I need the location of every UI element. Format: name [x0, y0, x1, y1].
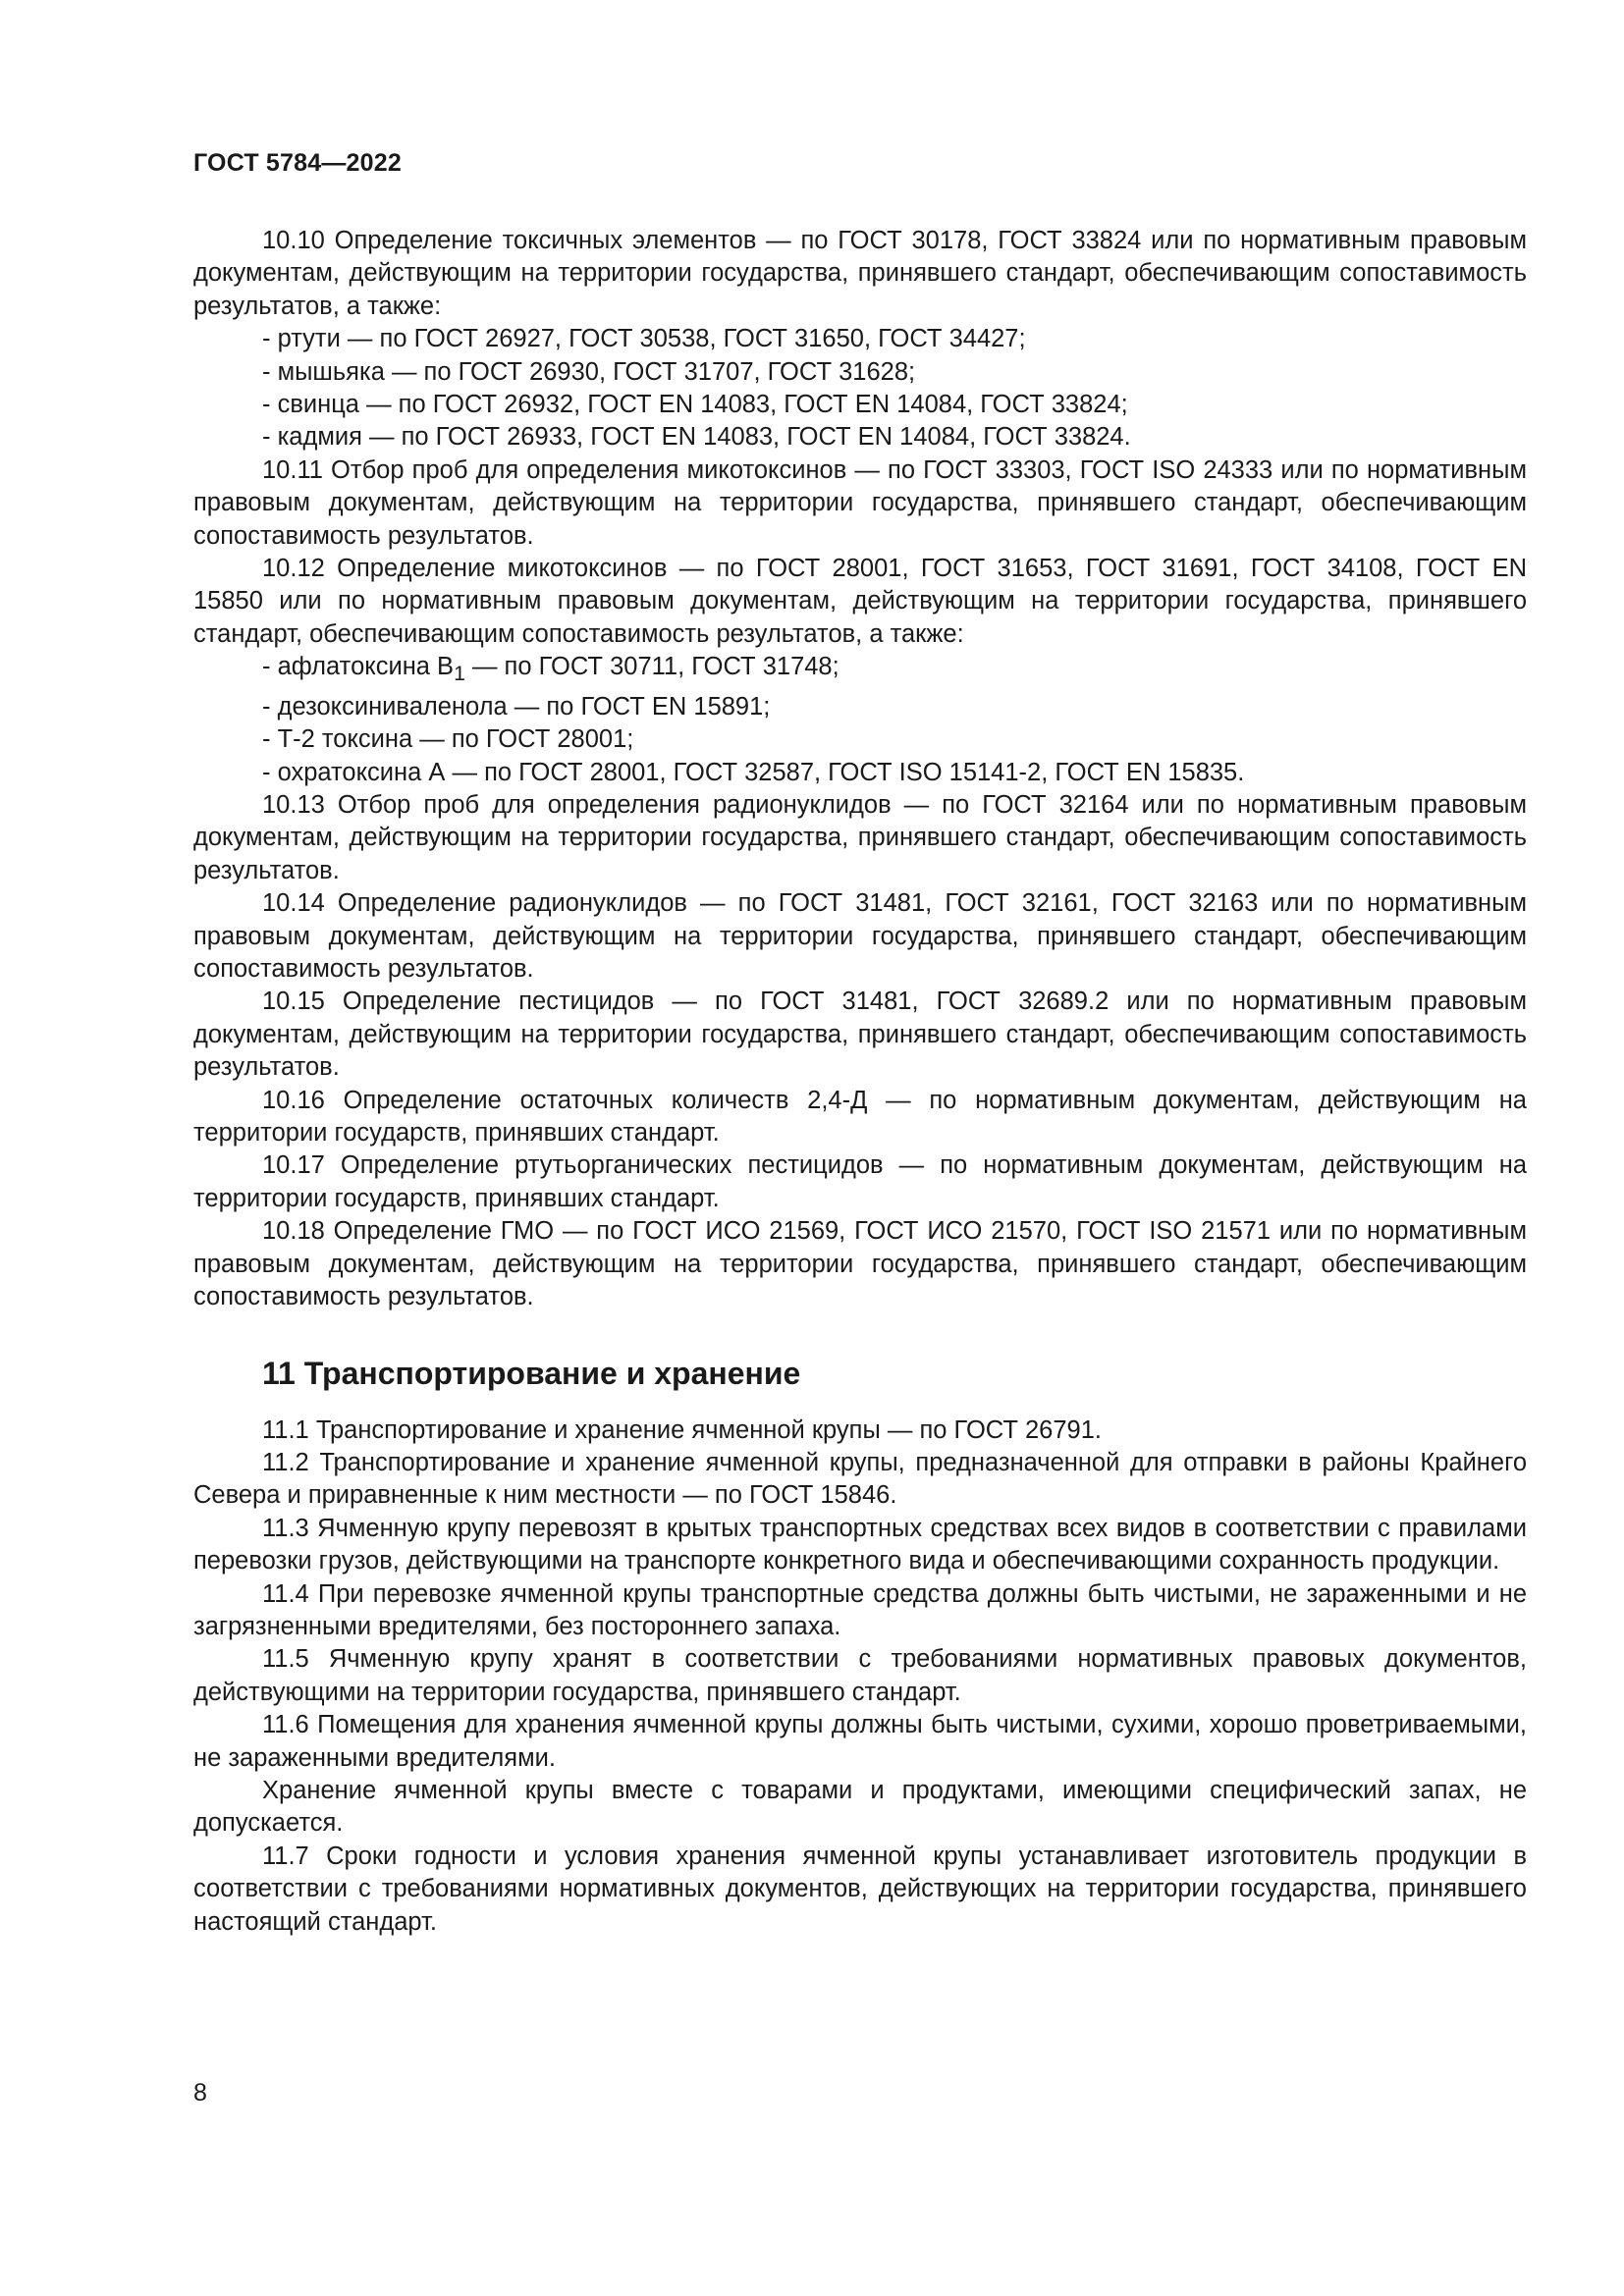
paragraph-11-6-continued: Хранение ячменной крупы вместе с товарами и продуктами, имеющими специфический запах, не допускается. — [193, 1776, 1527, 1838]
paragraph-11-4: 11.4 При перевозке ячменной крупы транспортные средства должны быть чистыми, не зараженными и не загрязненными вредителями, без постороннего запаха. — [193, 1579, 1527, 1640]
list-item: - охратоксина А — по ГОСТ 28001, ГОСТ 32587, ГОСТ ISO 15141-2, ГОСТ EN 15835. — [262, 758, 1245, 786]
paragraph-10-11: 10.11 Отбор проб для определения микотоксинов — по ГОСТ 33303, ГОСТ ISO 24333 или по нормативным правовым документам, действующим на территории государства, принявшего стандарт, обеспечивающим сопоставимость результатов. — [193, 455, 1527, 550]
list-item-aflatoxin — [193, 651, 1527, 691]
aflatoxin-subscript: 1 — [454, 662, 465, 686]
document-code: ГОСТ 5784—2022 — [193, 149, 402, 177]
aflatoxin-suffix: — по ГОСТ 30711, ГОСТ 31748; — [464, 653, 839, 681]
section-title-11: 11 Транспортирование и хранение — [262, 1355, 801, 1391]
paragraph-10-17: 10.17 Определение ртутьорганических пестицидов — по нормативным документам, действующим на территории государств, принявших стандарт. — [193, 1151, 1527, 1212]
paragraph-11-2: 11.2 Транспортирование и хранение ячменной крупы, предназначенной для отправки в районы Крайнего Севера и приравненные к ним местности — по ГОСТ 15846. — [193, 1448, 1527, 1510]
document-body — [193, 225, 1527, 1939]
paragraph-10-16: 10.16 Определение остаточных количеств 2,4-Д — по нормативным документам, действующим на территории государств, принявших стандарт. — [193, 1086, 1527, 1148]
paragraph-10-15: 10.15 Определение пестицидов — по ГОСТ 31481, ГОСТ 32689.2 или по нормативным правовым документам, действующим на территории государства, принявшего стандарт, обеспечивающим сопоставимость результатов. — [193, 988, 1527, 1082]
paragraph-11-5: 11.5 Ячменную крупу хранят в соответствии с требованиями нормативных правовых документов, действующими на территории государства, принявшего стандарт. — [193, 1645, 1527, 1706]
list-item: - Т-2 токсина — по ГОСТ 28001; — [262, 725, 634, 754]
paragraph-11-6: 11.6 Помещения для хранения ячменной крупы должны быть чистыми, сухими, хорошо проветриваемыми, не зараженными вредителями. — [193, 1711, 1527, 1772]
list-item: - дезоксиниваленола — по ГОСТ EN 15891; — [262, 692, 771, 721]
paragraph-10-13: 10.13 Отбор проб для определения радионуклидов — по ГОСТ 32164 или по нормативным правовым документам, действующим на территории государства, принявшего стандарт, обеспечивающим сопоставимость результатов. — [193, 791, 1527, 884]
paragraph-10-12: 10.12 Определение микотоксинов — по ГОСТ 28001, ГОСТ 31653, ГОСТ 31691, ГОСТ 34108, ГОСТ EN 15850 или по нормативным правовым документам, действующим на территории государства, принявшего стандарт, обеспечивающим сопоставимость результатов, а также: — [193, 555, 1527, 648]
list-item: - кадмия — по ГОСТ 26933, ГОСТ EN 14083, ГОСТ EN 14084, ГОСТ 33824. — [262, 423, 1131, 452]
paragraph-10-10: 10.10 Определение токсичных элементов — по ГОСТ 30178, ГОСТ 33824 или по нормативным правовым документам, действующим на территории государства, принявшего стандарт, обеспечивающим сопоставимость результатов, а также: — [193, 227, 1527, 320]
page-number: 8 — [193, 2079, 207, 2107]
paragraph-10-18: 10.18 Определение ГМО — по ГОСТ ИСО 21569, ГОСТ ИСО 21570, ГОСТ ISO 21571 или по нормативным правовым документам, действующим на территории государства, принявшего стандарт, обеспечивающим сопоставимость результатов. — [193, 1217, 1527, 1311]
paragraph-11-3: 11.3 Ячменную крупу перевозят в крытых транспортных средствах всех видов в соответствии с правилами перевозки грузов, действующими на транспорте конкретного вида и обеспечивающими сохранность продукции. — [193, 1514, 1527, 1575]
list-item: - мышьяка — по ГОСТ 26930, ГОСТ 31707, ГОСТ 31628; — [262, 357, 916, 386]
paragraph-11-1: 11.1 Транспортирование и хранение ячменной крупы — по ГОСТ 26791. — [262, 1415, 1102, 1444]
paragraph-10-14: 10.14 Определение радионуклидов — по ГОСТ 31481, ГОСТ 32161, ГОСТ 32163 или по нормативным правовым документам, действующим на территории государства, принявшего стандарт, обеспечивающим сопоставимость результатов. — [193, 889, 1527, 984]
list-item: - ртути — по ГОСТ 26927, ГОСТ 30538, ГОСТ 31650, ГОСТ 34427; — [262, 325, 1026, 353]
paragraph-11-7: 11.7 Сроки годности и условия хранения ячменной крупы устанавливает изготовитель продукции в соответствии с требованиями нормативных документов, действующих на территории государства, принявшего настоящий стандарт. — [193, 1842, 1527, 1936]
aflatoxin-prefix: - афлатоксина B — [262, 653, 455, 681]
list-item: - свинца — по ГОСТ 26932, ГОСТ EN 14083, ГОСТ EN 14084, ГОСТ 33824; — [262, 391, 1128, 419]
